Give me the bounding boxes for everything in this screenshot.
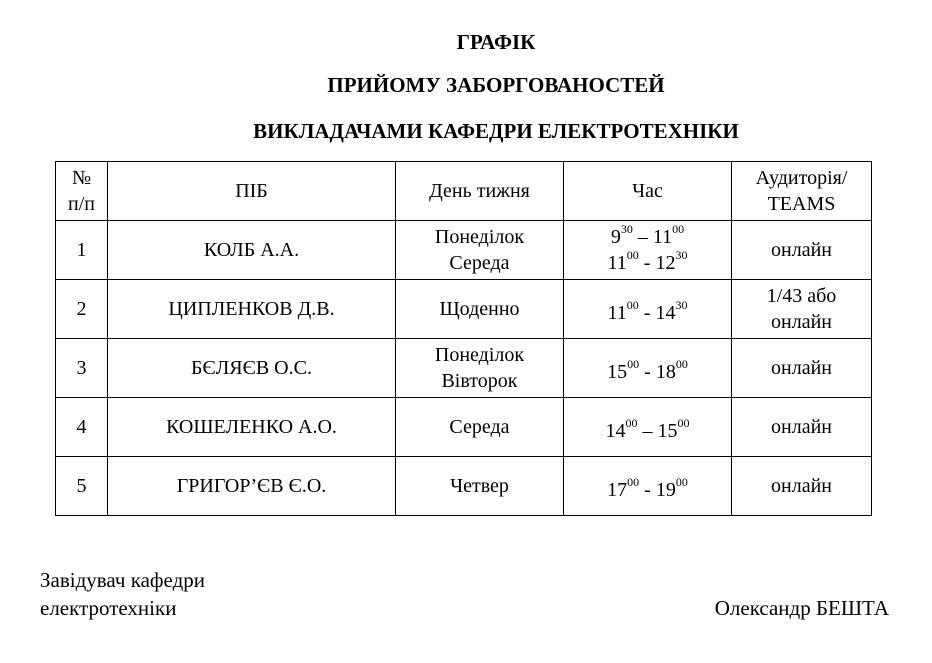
time-end-minute: 00	[677, 416, 690, 431]
time-separator: –	[632, 226, 653, 248]
time-end-hour: 12	[655, 252, 676, 274]
row-number: 4	[56, 398, 108, 457]
room-line: 1/43 або	[766, 285, 837, 307]
header-time: Час	[564, 162, 732, 221]
time-line	[564, 359, 731, 385]
header-room-line2: TEAMS	[767, 193, 836, 215]
row-time	[564, 457, 732, 516]
row-number: 3	[56, 339, 108, 398]
table-row	[56, 280, 872, 339]
row-name: ЦИПЛЕНКОВ Д.В.	[108, 280, 396, 339]
row-name: ГРИГОР’ЄВ Є.О.	[108, 457, 396, 516]
time-start-hour: 11	[607, 302, 627, 324]
time-line	[564, 224, 731, 250]
time-end-minute: 00	[675, 357, 688, 372]
row-day	[396, 457, 564, 516]
time-start-hour: 17	[607, 479, 628, 501]
time-start-minute: 00	[625, 416, 638, 431]
time-end-hour: 15	[657, 420, 678, 442]
time-separator: -	[638, 302, 656, 324]
time-start-minute: 00	[627, 475, 640, 490]
time-separator: -	[639, 361, 656, 383]
row-name: БЄЛЯЄВ О.С.	[108, 339, 396, 398]
row-room	[732, 221, 872, 280]
time-separator: -	[639, 479, 656, 501]
title-line-1: ГРАФІК	[456, 30, 536, 54]
footer-position	[40, 566, 205, 622]
row-number: 1	[56, 221, 108, 280]
header-room-line1: Аудиторія/	[755, 167, 848, 189]
day-line: Четвер	[450, 475, 509, 497]
row-time	[564, 398, 732, 457]
time-end-minute: 00	[672, 222, 685, 237]
footer-position-line2: електротехніки	[40, 596, 177, 620]
header-number	[56, 162, 108, 221]
time-separator: –	[637, 420, 658, 442]
table-row	[56, 457, 872, 516]
time-start-hour: 14	[605, 420, 626, 442]
table-row	[56, 221, 872, 280]
row-day	[396, 339, 564, 398]
day-line: Понеділок	[434, 226, 525, 248]
schedule-table	[55, 161, 872, 516]
time-end-minute: 30	[675, 298, 688, 313]
title-line-3: ВИКЛАДАЧАМИ КАФЕДРИ ЕЛЕКТРОТЕХНІКИ	[253, 119, 739, 143]
time-line	[564, 418, 731, 444]
day-line: Середа	[449, 416, 510, 438]
room-line: онлайн	[771, 239, 832, 261]
table-row	[56, 339, 872, 398]
day-line: Понеділок	[434, 344, 525, 366]
header-number-line2: п/п	[68, 193, 95, 215]
time-line	[564, 300, 731, 326]
time-start-minute: 00	[626, 248, 639, 263]
time-line	[564, 477, 731, 503]
time-end-hour: 19	[655, 479, 676, 501]
day-line: Середа	[449, 252, 510, 274]
row-room	[732, 398, 872, 457]
row-time	[564, 221, 732, 280]
footer-position-line1: Завідувач кафедри	[40, 568, 205, 592]
time-end-hour: 18	[655, 361, 676, 383]
header-day: День тижня	[396, 162, 564, 221]
header-room	[732, 162, 872, 221]
time-end-minute: 00	[675, 475, 688, 490]
row-time	[564, 280, 732, 339]
row-name: КОШЕЛЕНКО А.О.	[108, 398, 396, 457]
time-separator: -	[638, 252, 656, 274]
time-end-hour: 11	[652, 226, 673, 248]
day-line: Щоденно	[439, 298, 520, 320]
footer-signatory: Олександр БЕШТА	[714, 596, 889, 620]
row-name: КОЛБ А.А.	[108, 221, 396, 280]
room-line: онлайн	[771, 311, 832, 333]
time-line	[564, 250, 731, 276]
room-line: онлайн	[771, 416, 832, 438]
table-header-row	[56, 162, 872, 221]
time-end-minute: 30	[675, 248, 688, 263]
row-day	[396, 280, 564, 339]
time-start-minute: 00	[626, 298, 639, 313]
header-name: ПІБ	[108, 162, 396, 221]
room-line: онлайн	[771, 357, 832, 379]
row-number: 2	[56, 280, 108, 339]
room-line: онлайн	[771, 475, 832, 497]
table-row	[56, 398, 872, 457]
time-start-hour: 9	[610, 226, 621, 248]
header-number-line1: №	[71, 167, 92, 189]
time-start-hour: 15	[607, 361, 628, 383]
time-start-hour: 11	[607, 252, 627, 274]
day-line: Вівторок	[441, 370, 518, 392]
row-room	[732, 457, 872, 516]
row-day	[396, 221, 564, 280]
row-time	[564, 339, 732, 398]
row-number: 5	[56, 457, 108, 516]
time-start-minute: 00	[627, 357, 640, 372]
row-room	[732, 280, 872, 339]
time-start-minute: 30	[620, 222, 633, 237]
title-line-2: ПРИЙОМУ ЗАБОРГОВАНОСТЕЙ	[327, 73, 665, 97]
time-end-hour: 14	[655, 302, 676, 324]
row-room	[732, 339, 872, 398]
row-day	[396, 398, 564, 457]
